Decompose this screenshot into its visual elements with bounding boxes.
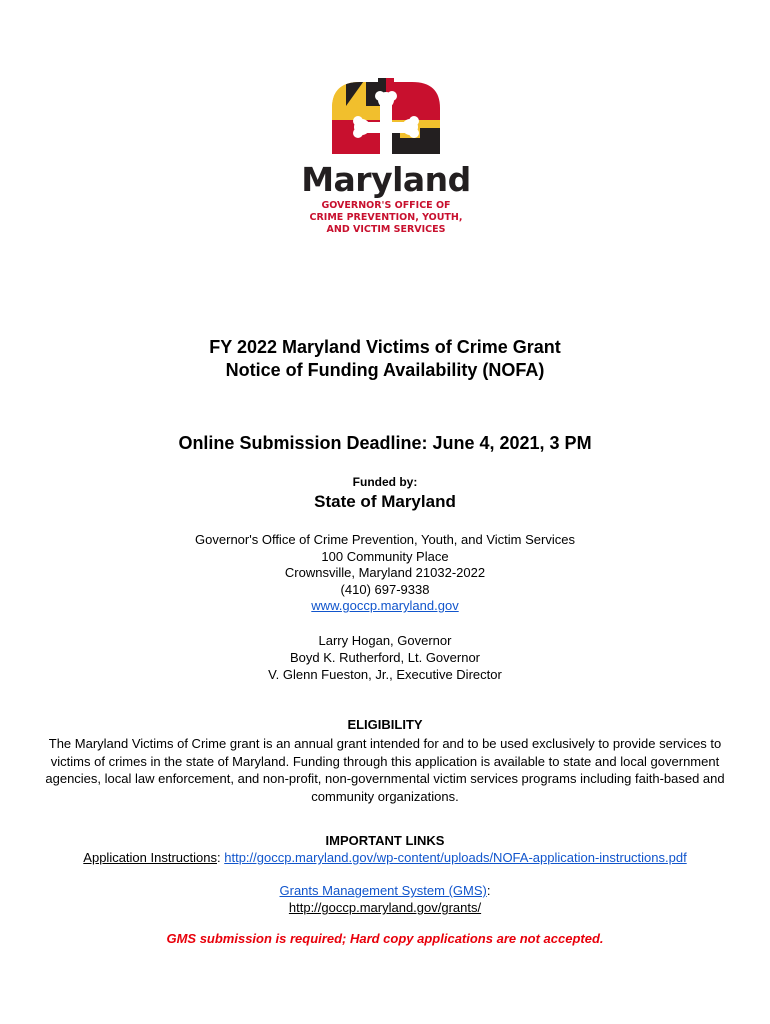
office-address xyxy=(0,532,770,615)
official-governor: Larry Hogan, Governor xyxy=(318,633,452,648)
logo-wordmark: Maryland xyxy=(301,160,471,199)
logo-subtitle-line-2: CRIME PREVENTION, YOUTH, xyxy=(309,212,463,223)
application-instructions-link[interactable]: http://goccp.maryland.gov/wp-content/uploads/NOFA-application-instructions.pdf xyxy=(224,850,687,865)
eligibility-text: The Maryland Victims of Crime grant is an annual grant intended for and to be used exclusively to provide services to victims of crimes in the state of Maryland. Funding through this application is available to state and local government agencies, local law enforcement, and non-profit, non-governmental victim services programs including faith-based and community organizations. xyxy=(45,736,725,804)
logo-subtitle-line-3: AND VICTIM SERVICES xyxy=(326,224,446,235)
office-website-link[interactable]: www.goccp.maryland.gov xyxy=(311,598,459,613)
submission-warning: GMS submission is required; Hard copy applications are not accepted. xyxy=(166,931,604,946)
application-instructions-label: Application Instructions xyxy=(83,850,217,865)
office-street: 100 Community Place xyxy=(321,548,449,564)
logo-subtitle xyxy=(296,200,476,236)
title-line-2: Notice of Funding Availability (NOFA) xyxy=(225,360,545,380)
submission-deadline: Online Submission Deadline: June 4, 2021, 3 PM xyxy=(178,433,592,453)
gms-links xyxy=(0,882,770,916)
official-executive-director: V. Glenn Fueston, Jr., Executive Director xyxy=(268,667,502,682)
title-line-1: FY 2022 Maryland Victims of Crime Grant xyxy=(209,337,561,357)
maryland-flag-emblem-icon xyxy=(296,78,476,158)
application-instructions-line xyxy=(0,850,770,865)
gms-label-link[interactable]: Grants Management System (GMS) xyxy=(279,883,487,898)
maryland-goccp-logo xyxy=(296,78,476,238)
application-instructions-separator: : xyxy=(216,850,221,865)
funded-by-label: Funded by: xyxy=(352,475,418,489)
document-title xyxy=(0,336,770,382)
funder-name: State of Maryland xyxy=(314,492,456,511)
gms-url-link[interactable]: http://goccp.maryland.gov/grants/ xyxy=(288,900,482,915)
office-city: Crownsville, Maryland 21032-2022 xyxy=(284,565,486,580)
official-lt-governor: Boyd K. Rutherford, Lt. Governor xyxy=(289,650,481,665)
important-links-heading: IMPORTANT LINKS xyxy=(325,833,445,848)
eligibility-heading: ELIGIBILITY xyxy=(347,717,423,732)
officials-list xyxy=(0,632,770,683)
office-name: Governor's Office of Crime Prevention, Youth, and Victim Services xyxy=(195,532,575,547)
gms-separator: : xyxy=(486,883,491,898)
logo-subtitle-line-1: GOVERNOR'S OFFICE OF xyxy=(321,200,451,211)
office-phone: (410) 697-9338 xyxy=(340,581,430,597)
